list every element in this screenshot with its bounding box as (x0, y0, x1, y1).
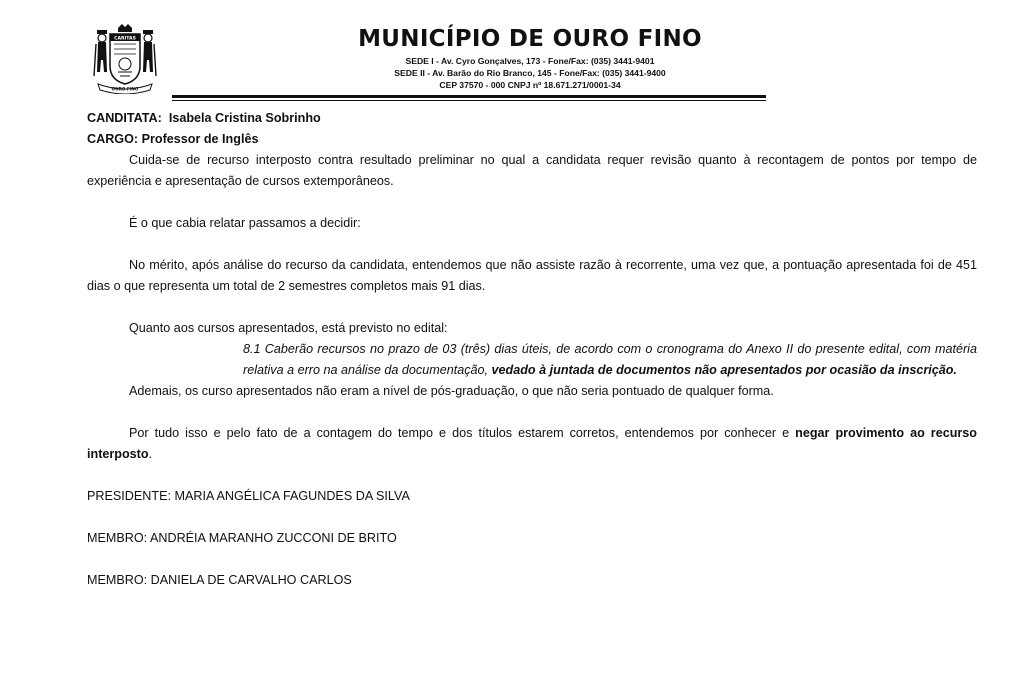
paragraph-courses: Quanto aos cursos apresentados, está previsto no edital: (129, 321, 448, 335)
signature-member-2: MEMBRO: DANIELA DE CARVALHO CARLOS (87, 573, 352, 587)
signature-member-1: MEMBRO: ANDRÉIA MARANHO ZUCCONI DE BRITO (87, 531, 397, 545)
candidate-label: CANDITATA: (87, 111, 162, 125)
signature-president: PRESIDENTE: MARIA ANGÉLICA FAGUNDES DA SILVA (87, 489, 410, 503)
address-line-2: SEDE II - Av. Barão do Rio Branco, 145 - Fone/Fax: (035) 3441-9400 (394, 68, 666, 78)
paragraph-summary: Cuida-se de recurso interposto contra resultado preliminar no qual a candidata requer revisão quanto à recontagem de pontos por tempo de experiência e apresentação de cursos extemporâneos. (87, 153, 977, 188)
quote-text: 8.1 Caberão recursos no prazo de 03 (três) dias úteis, de acordo com o cronograma do Anexo II do presente edital, com matéria relativa a erro na análise da documentação, (243, 342, 977, 377)
conclusion-bold-text: negar provimento ao recurso interposto (87, 426, 977, 461)
paragraph-decide: É o que cabia relatar passamos a decidir: (129, 216, 361, 230)
address-line-1: SEDE I - Av. Cyro Gonçalves, 173 - Fone/Fax: (035) 3441-9401 (405, 56, 655, 66)
cargo-line: CARGO: Professor de Inglês (87, 132, 259, 146)
crest-banner-top: CARITAS (114, 36, 136, 42)
paragraph-conclusion (87, 423, 977, 465)
crest-banner-bottom: OURO FINO (111, 86, 139, 92)
municipal-crest-icon (92, 24, 158, 94)
paragraph-merit: No mérito, após análise do recurso da candidata, entendemos que não assiste razão à recorrente, uma vez que, a pontuação apresentada foi de 451 dias o que representa um total de 2 semestres completos mais 91 dias. (87, 258, 977, 293)
paragraph-ademais: Ademais, os curso apresentados não eram a nível de pós-graduação, o que não seria pontuado de qualquer forma. (129, 384, 774, 398)
conclusion-text: Por tudo isso e pelo fato de a contagem do tempo e dos títulos estarem corretos, entendemos por conhecer e (129, 426, 796, 440)
document-body (87, 108, 977, 591)
edital-quote (243, 339, 977, 381)
header-rule-thick (172, 95, 766, 98)
conclusion-end: . (148, 447, 153, 461)
quote-bold-text: vedado à juntada de documentos não apresentados por ocasião da inscrição. (491, 363, 957, 377)
candidate-name: Isabela Cristina Sobrinho (168, 111, 321, 125)
municipality-title: MUNICÍPIO DE OURO FINO (358, 26, 702, 52)
letterhead (0, 0, 1024, 104)
candidate-line (87, 108, 977, 129)
address-line-3: CEP 37570 - 000 CNPJ nº 18.671.271/0001-34 (439, 80, 621, 90)
header-rule-thin (172, 100, 766, 101)
